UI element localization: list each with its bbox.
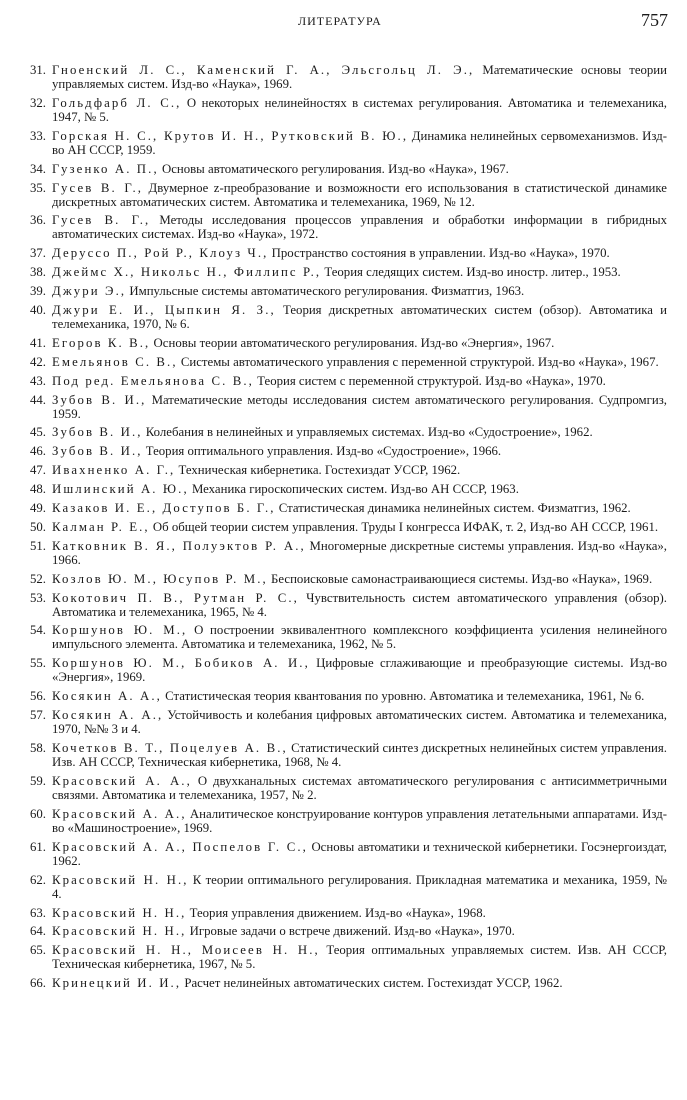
reference-item bbox=[0, 374, 687, 388]
reference-authors: Кочетков В. Т., Поцелуев А. В., bbox=[52, 741, 288, 756]
reference-item bbox=[0, 689, 687, 703]
reference-number: 34. bbox=[30, 161, 46, 176]
reference-number: 56. bbox=[30, 689, 46, 704]
reference-item bbox=[0, 181, 687, 209]
reference-number: 43. bbox=[30, 373, 46, 388]
reference-text: Механика гироскопических систем. Изд-во АН СССР, 1963. bbox=[188, 482, 519, 497]
reference-number: 46. bbox=[30, 444, 46, 459]
reference-number: 38. bbox=[30, 265, 46, 280]
reference-text: О некоторых нелинейностях в системах регулирования. Автоматика и телемеханика, 1947, № 5. bbox=[52, 95, 667, 124]
reference-item bbox=[0, 924, 687, 938]
reference-item bbox=[0, 129, 687, 157]
reference-number: 51. bbox=[30, 538, 46, 553]
reference-authors: Джури Э., bbox=[52, 284, 127, 299]
reference-item bbox=[0, 774, 687, 802]
reference-item bbox=[0, 162, 687, 176]
reference-number: 66. bbox=[30, 976, 46, 991]
reference-authors: Красовский А. А., Поспелов Г. С., bbox=[52, 839, 308, 854]
reference-item bbox=[0, 393, 687, 421]
reference-item bbox=[0, 501, 687, 515]
reference-number: 59. bbox=[30, 773, 46, 788]
reference-authors: Зубов В. И., bbox=[52, 425, 143, 440]
reference-text: Колебания в нелинейных и управляемых системах. Изд-во «Судостроение», 1962. bbox=[142, 425, 593, 440]
reference-item bbox=[0, 976, 687, 990]
reference-text: Теория дискретных автоматических систем (обзор). Автоматика и телемеханика, 1970, № 6. bbox=[52, 303, 667, 332]
reference-authors: Джеймс Х., Никольс Н., Филлипс Р., bbox=[52, 265, 322, 280]
reference-authors: Ишлинский А. Ю., bbox=[52, 482, 189, 497]
reference-text: Теория оптимальных управляемых систем. Изв. АН СССР, Техническая кибернетика, 1967, № 5. bbox=[52, 943, 668, 972]
reference-number: 58. bbox=[30, 741, 46, 756]
reference-text: Основы автоматического регулирования. Изд-во «Наука», 1967. bbox=[158, 161, 509, 176]
reference-authors: Красовский Н. Н., bbox=[52, 872, 189, 887]
reference-authors: Емельянов С. В., bbox=[52, 354, 178, 369]
reference-text: Об общей теории систем управления. Труды I конгресса ИФАК, т. 2, Изд-во АН СССР, 1961. bbox=[149, 519, 659, 534]
reference-authors: Зубов В. И., bbox=[52, 444, 143, 459]
reference-authors: Коршунов Ю. М., bbox=[52, 623, 188, 638]
reference-authors: Горская Н. С., Крутов И. Н., Рутковский В. Ю., bbox=[52, 128, 409, 143]
reference-number: 48. bbox=[30, 482, 46, 497]
reference-item bbox=[0, 623, 687, 651]
reference-text: Двумерное z-преобразование и возможности его использования в статистической динамике дискретных автоматических систем. Автоматика и телемеханика, 1969, № 12. bbox=[52, 180, 667, 209]
reference-authors: Козлов Ю. М., Юсупов Р. М., bbox=[52, 571, 268, 586]
reference-number: 54. bbox=[30, 623, 46, 638]
reference-number: 45. bbox=[30, 425, 46, 440]
reference-item bbox=[0, 355, 687, 369]
reference-number: 62. bbox=[30, 872, 46, 887]
reference-number: 47. bbox=[30, 463, 46, 478]
reference-authors: Катковник В. Я., Полуэктов Р. А., bbox=[52, 538, 306, 553]
reference-item bbox=[0, 873, 687, 901]
reference-text: К теории оптимального регулирования. Прикладная математика и механика, 1959, № 4. bbox=[52, 872, 667, 901]
reference-text: Методы исследования процессов управления и обработки информации в гибридных автоматических системах. Изд-во «Наука», 1972. bbox=[52, 213, 667, 242]
reference-text: Беспоисковые самонастраивающиеся системы. Изд-во «Наука», 1969. bbox=[267, 571, 653, 586]
reference-number: 60. bbox=[30, 806, 46, 821]
reference-text: Теория систем с переменной структурой. Изд-во «Наука», 1970. bbox=[253, 373, 606, 388]
reference-authors: Под ред. Емельянова С. В., bbox=[52, 373, 254, 388]
reference-authors: Красовский Н. Н., Моисеев Н. Н., bbox=[52, 943, 320, 958]
reference-item bbox=[0, 425, 687, 439]
reference-text: О двухканальных системах автоматического регулирования с антисимметричными связями. Автоматика и телемеханика, 1957, № 2. bbox=[52, 773, 667, 802]
reference-number: 39. bbox=[30, 284, 46, 299]
reference-item bbox=[0, 840, 687, 868]
reference-authors: Зубов В. И., bbox=[52, 392, 147, 407]
reference-number: 41. bbox=[30, 335, 46, 350]
reference-number: 31. bbox=[30, 63, 46, 77]
reference-item bbox=[0, 63, 687, 91]
reference-text: Теория оптимального управления. Изд-во «Судостроение», 1966. bbox=[142, 444, 502, 459]
reference-number: 35. bbox=[30, 180, 46, 195]
reference-text: Игровые задачи о встрече движений. Изд-во «Наука», 1970. bbox=[186, 924, 515, 939]
reference-authors: Гноенский Л. С., Каменский Г. А., Эльсгольц Л. Э., bbox=[52, 63, 475, 77]
reference-number: 57. bbox=[30, 708, 46, 723]
reference-text: Импульсные системы автоматического регулирования. Физматгиз, 1963. bbox=[126, 284, 525, 299]
reference-authors: Косякин А. А., bbox=[52, 689, 162, 704]
reference-text: Математические методы исследования систем автоматического регулирования. Судпромгиз, 1959. bbox=[52, 392, 667, 421]
reference-item bbox=[0, 303, 687, 331]
reference-authors: Гусев В. Г., bbox=[52, 180, 144, 195]
reference-authors: Кокотович П. В., Рутман Р. С., bbox=[52, 590, 299, 605]
reference-authors: Гузенко А. П., bbox=[52, 161, 159, 176]
reference-item bbox=[0, 482, 687, 496]
reference-item bbox=[0, 265, 687, 279]
reference-item bbox=[0, 463, 687, 477]
reference-number: 65. bbox=[30, 943, 46, 958]
reference-text: Статистическая динамика нелинейных систем. Физматгиз, 1962. bbox=[275, 501, 631, 516]
reference-text: Основы теории автоматического регулирования. Изд-во «Энергия», 1967. bbox=[150, 335, 555, 350]
reference-authors: Гусев В. Г., bbox=[52, 213, 151, 228]
reference-number: 32. bbox=[30, 95, 46, 110]
reference-text: Техническая кибернетика. Гостехиздат УССР, 1962. bbox=[175, 463, 461, 478]
reference-number: 64. bbox=[30, 924, 46, 939]
reference-text: Устойчивость и колебания цифровых автоматических систем. Автоматика и телемеханика, 1970, №№ 3 и 4. bbox=[52, 708, 667, 737]
reference-list bbox=[0, 63, 687, 995]
reference-authors: Гольдфарб Л. С., bbox=[52, 95, 182, 110]
reference-text: О построении эквивалентного комплексного коэффициента усиления нелинейного импульсного элемента. Автоматика и телемеханика, 1962, № 5. bbox=[52, 623, 667, 652]
reference-number: 52. bbox=[30, 571, 46, 586]
reference-item bbox=[0, 741, 687, 769]
reference-number: 61. bbox=[30, 839, 46, 854]
reference-number: 49. bbox=[30, 501, 46, 516]
reference-authors: Красовский Н. Н., bbox=[52, 924, 187, 939]
reference-text: Цифровые сглаживающие и преобразующие системы. Изд-во «Энергия», 1969. bbox=[52, 656, 667, 685]
reference-number: 36. bbox=[30, 213, 46, 228]
reference-item bbox=[0, 572, 687, 586]
reference-number: 40. bbox=[30, 303, 46, 318]
reference-item bbox=[0, 96, 687, 124]
reference-item bbox=[0, 656, 687, 684]
reference-item bbox=[0, 246, 687, 260]
reference-item bbox=[0, 906, 687, 920]
reference-authors: Коршунов Ю. М., Бобиков А. И., bbox=[52, 656, 310, 671]
reference-number: 44. bbox=[30, 392, 46, 407]
reference-item bbox=[0, 943, 687, 971]
page-header bbox=[0, 8, 687, 38]
reference-text: Чувствительность систем автоматического управления (обзор). Автоматика и телемеханика, 1965, № 4. bbox=[52, 590, 667, 619]
reference-text: Расчет нелинейных автоматических систем. Гостехиздат УССР, 1962. bbox=[181, 976, 563, 991]
reference-item bbox=[0, 444, 687, 458]
reference-text: Основы автоматики и технической кибернетики. Госэнергоиздат, 1962. bbox=[52, 839, 667, 868]
reference-item bbox=[0, 591, 687, 619]
reference-text: Системы автоматического управления с переменной структурой. Изд-во «Наука», 1967. bbox=[177, 354, 659, 369]
reference-authors: Косякин А. А., bbox=[52, 708, 164, 723]
reference-number: 63. bbox=[30, 905, 46, 920]
reference-authors: Деруссо П., Рой Р., Клоуз Ч., bbox=[52, 246, 269, 261]
reference-text: Пространство состояния в управлении. Изд-во «Наука», 1970. bbox=[268, 246, 610, 261]
reference-number: 55. bbox=[30, 656, 46, 671]
reference-authors: Егоров К. В., bbox=[52, 335, 151, 350]
reference-text: Многомерные дискретные системы управления. Изд-во «Наука», 1966. bbox=[52, 538, 667, 567]
reference-authors: Красовский А. А., bbox=[52, 773, 192, 788]
reference-item bbox=[0, 213, 687, 241]
reference-number: 42. bbox=[30, 354, 46, 369]
reference-item bbox=[0, 336, 687, 350]
reference-authors: Ивахненко А. Г., bbox=[52, 463, 176, 478]
reference-item bbox=[0, 807, 687, 835]
reference-item bbox=[0, 284, 687, 298]
reference-text: Статистическая теория квантования по уровню. Автоматика и телемеханика, 1961, № 6. bbox=[161, 689, 645, 704]
reference-text: Теория управления движением. Изд-во «Наука», 1968. bbox=[186, 905, 486, 920]
reference-text: Математические основы теории управляемых систем. Изд-во «Наука», 1969. bbox=[52, 63, 667, 91]
reference-item bbox=[0, 708, 687, 736]
reference-item bbox=[0, 539, 687, 567]
reference-authors: Калман Р. Е., bbox=[52, 519, 150, 534]
reference-authors: Кринецкий И. И., bbox=[52, 976, 182, 991]
reference-number: 33. bbox=[30, 128, 46, 143]
reference-text: Динамика нелинейных сервомеханизмов. Изд-во АН СССР, 1959. bbox=[52, 128, 667, 157]
page-number: 757 bbox=[641, 10, 668, 30]
running-title: ЛИТЕРАТУРА bbox=[298, 14, 382, 28]
reference-number: 50. bbox=[30, 519, 46, 534]
reference-number: 53. bbox=[30, 590, 46, 605]
reference-authors: Красовский А. А., bbox=[52, 806, 187, 821]
reference-number: 37. bbox=[30, 246, 46, 261]
reference-authors: Джури Е. И., Цыпкин Я. З., bbox=[52, 303, 276, 318]
reference-text: Аналитическое конструирование контуров управления летательными аппаратами. Изд-во «Машиностроение», 1969. bbox=[52, 806, 668, 835]
reference-text: Теория следящих систем. Изд-во иностр. литер., 1953. bbox=[321, 265, 621, 280]
reference-text: Статистический синтез дискретных нелинейных систем управления. Изв. АН СССР, Техническая кибернетика, 1968, № 4. bbox=[52, 741, 667, 770]
reference-item bbox=[0, 520, 687, 534]
reference-authors: Красовский Н. Н., bbox=[52, 905, 187, 920]
reference-authors: Казаков И. Е., Доступов Б. Г., bbox=[52, 501, 276, 516]
